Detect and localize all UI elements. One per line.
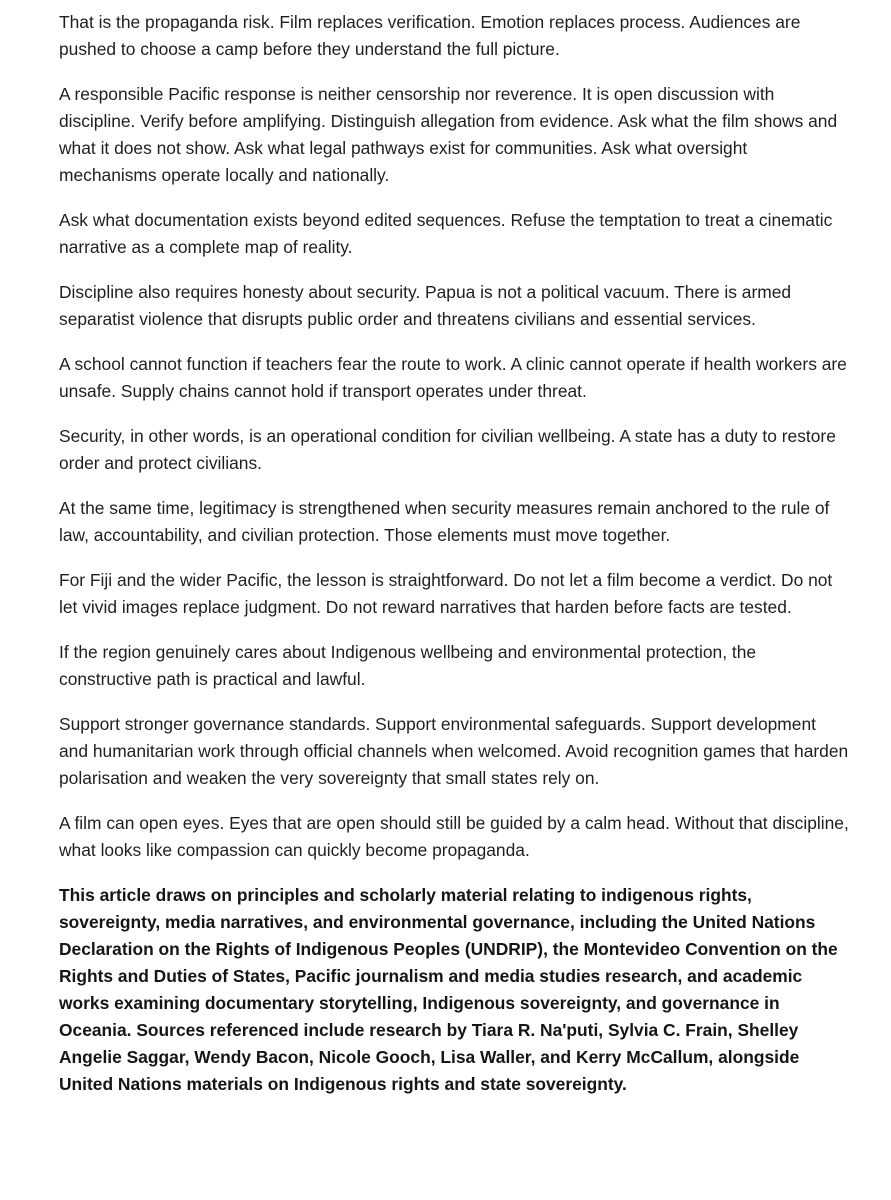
paragraph-school-clinic: A school cannot function if teachers fear the route to work. A clinic cannot operate if health workers are unsafe. Supply chains cannot hold if transport operates under threat. xyxy=(59,354,847,401)
paragraph-propaganda-risk: That is the propaganda risk. Film replaces verification. Emotion replaces process. Audiences are pushed to choose a camp before they understand the full picture. xyxy=(59,12,801,59)
paragraph-indigenous-wellbeing: If the region genuinely cares about Indigenous wellbeing and environmental protection, the constructive path is practical and lawful. xyxy=(59,642,757,689)
article-body xyxy=(59,9,849,1116)
paragraph-legitimacy: At the same time, legitimacy is strengthened when security measures remain anchored to the rule of law, accountability, and civilian protection. Those elements must move together. xyxy=(59,498,830,545)
paragraph-governance-support: Support stronger governance standards. Support environmental safeguards. Support development and humanitarian work through official channels when welcomed. Avoid recognition games that harden polarisation and weaken the very sovereignty that small states rely on. xyxy=(59,714,849,788)
paragraph-security-honesty: Discipline also requires honesty about security. Papua is not a political vacuum. There is armed separatist violence that disrupts public order and threatens civilians and essential services. xyxy=(59,282,792,329)
paragraph-responsible-response: A responsible Pacific response is neither censorship nor reverence. It is open discussion with discipline. Verify before amplifying. Distinguish allegation from evidence. Ask what the film shows and what it does not show. Ask what legal pathways exist for communities. Ask what oversight mechanisms operate locally and nationally. xyxy=(59,84,838,185)
sources-note: This article draws on principles and scholarly material relating to indigenous rights, sovereignty, media narratives, and environmental governance, including the United Nations Declaration on the Rights of Indigenous Peoples (UNDRIP), the Montevideo Convention on the Rights and Duties of States, Pacific journalism and media studies research, and academic works examining documentary storytelling, Indigenous sovereignty, and governance in Oceania. Sources referenced include research by Tiara R. Na'puti, Sylvia C. Frain, Shelley Angelie Saggar, Wendy Bacon, Nicole Gooch, Lisa Waller, and Kerry McCallum, alongside United Nations materials on Indigenous rights and state sovereignty. xyxy=(59,885,838,1094)
paragraph-documentation: Ask what documentation exists beyond edited sequences. Refuse the temptation to treat a cinematic narrative as a complete map of reality. xyxy=(59,210,833,257)
paragraph-conclusion: A film can open eyes. Eyes that are open should still be guided by a calm head. Without that discipline, what looks like compassion can quickly become propaganda. xyxy=(59,813,849,860)
paragraph-fiji-lesson: For Fiji and the wider Pacific, the lesson is straightforward. Do not let a film become a verdict. Do not let vivid images replace judgment. Do not reward narratives that harden before facts are tested. xyxy=(59,570,833,617)
paragraph-security-condition: Security, in other words, is an operational condition for civilian wellbeing. A state has a duty to restore order and protect civilians. xyxy=(59,426,836,473)
